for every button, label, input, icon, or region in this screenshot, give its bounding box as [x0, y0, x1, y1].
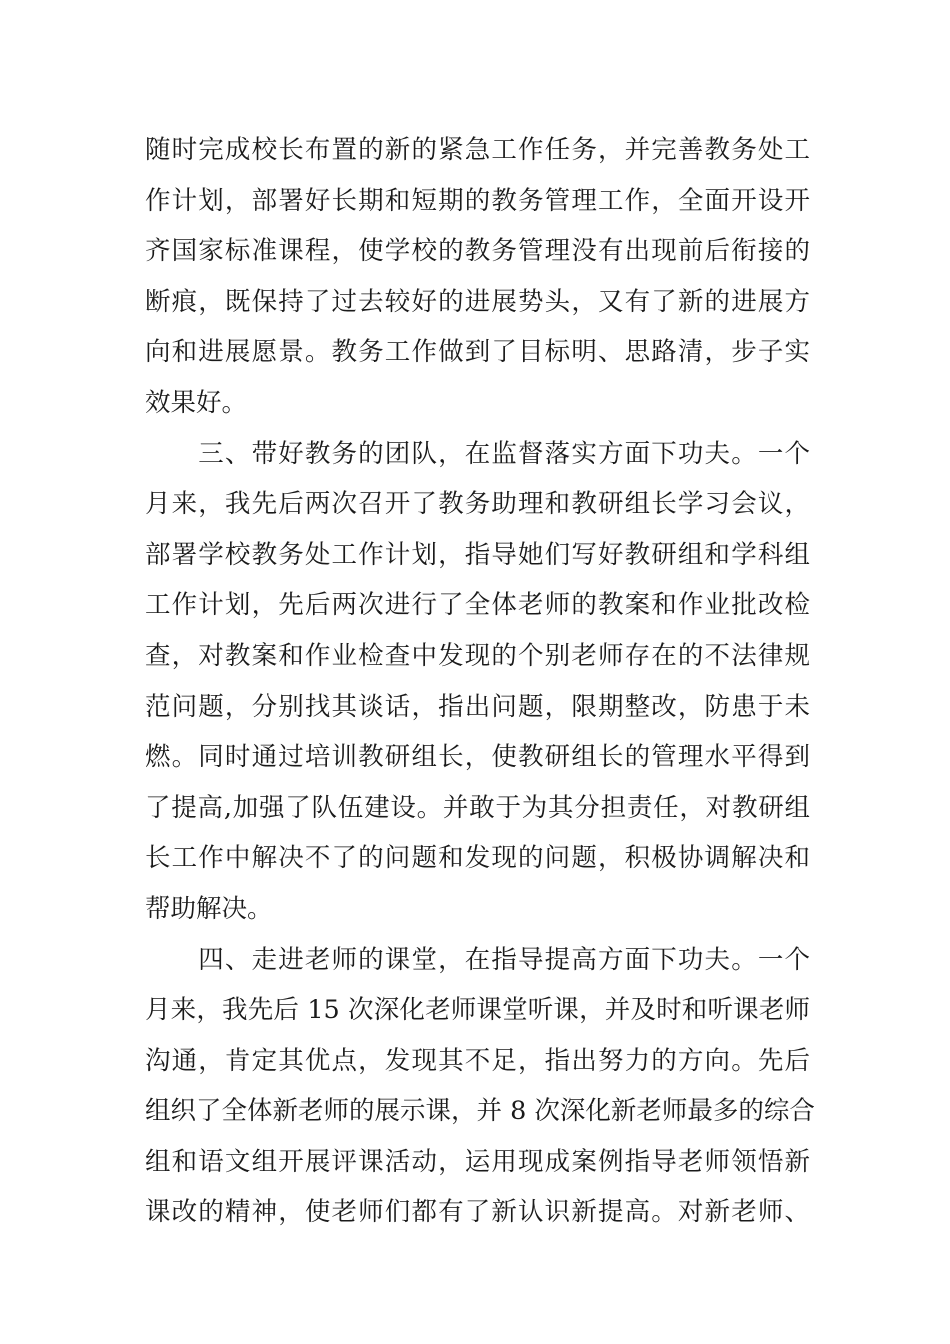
text-line: 了提高,加强了队伍建设。并敢于为其分担责任，对教研组 [145, 792, 810, 823]
text-line: 月来，我先后两次召开了教务助理和教研组长学习会议， [145, 489, 810, 520]
text-line: 燃。同时通过培训教研组长，使教研组长的管理水平得到 [145, 742, 810, 773]
text-line: 范问题，分别找其谈话，指出问题，限期整改，防患于未 [145, 691, 810, 722]
text-line: 随时完成校长布置的新的紧急工作任务，并完善教务处工 [145, 135, 810, 165]
text-line: 长工作中解决不了的问题和发现的问题，积极协调解决和 [145, 843, 810, 874]
text-line: 向和进展愿景。教务工作做到了目标明、思路清，步子实 [145, 337, 810, 368]
text-line: 组和语文组开展评课活动，运用现成案例指导老师领悟新 [145, 1146, 810, 1177]
text-line: 组织了全体新老师的展示课，并 8 次深化新老师最多的综合 [145, 1096, 815, 1127]
text-line: 四、走进老师的课堂，在指导提高方面下功夫。一个 [145, 944, 810, 975]
text-line: 沟通，肯定其优点，发现其不足，指出努力的方向。先后 [145, 1045, 810, 1076]
text-line: 工作计划，先后两次进行了全体老师的教案和作业批改检 [145, 590, 810, 621]
text-line: 查，对教案和作业检查中发现的个别老师存在的不法律规 [145, 640, 810, 671]
text-line: 效果好。 [145, 387, 248, 418]
body-text [145, 125, 815, 1238]
text-line: 断痕，既保持了过去较好的进展势头，又有了新的进展方 [145, 286, 810, 317]
text-line: 课改的精神，使老师们都有了新认识新提高。对新老师、 [145, 1197, 810, 1228]
text-line: 帮助解决。 [145, 893, 273, 924]
text-line: 齐国家标准课程，使学校的教务管理没有出现前后衔接的 [145, 236, 810, 267]
text-line: 月来，我先后 15 次深化老师课堂听课，并及时和听课老师 [145, 995, 810, 1026]
text-line: 部署学校教务处工作计划，指导她们写好教研组和学科组 [145, 539, 810, 570]
text-line: 三、带好教务的团队，在监督落实方面下功夫。一个 [145, 438, 810, 469]
text-line: 作计划，部署好长期和短期的教务管理工作，全面开设开 [145, 185, 810, 216]
